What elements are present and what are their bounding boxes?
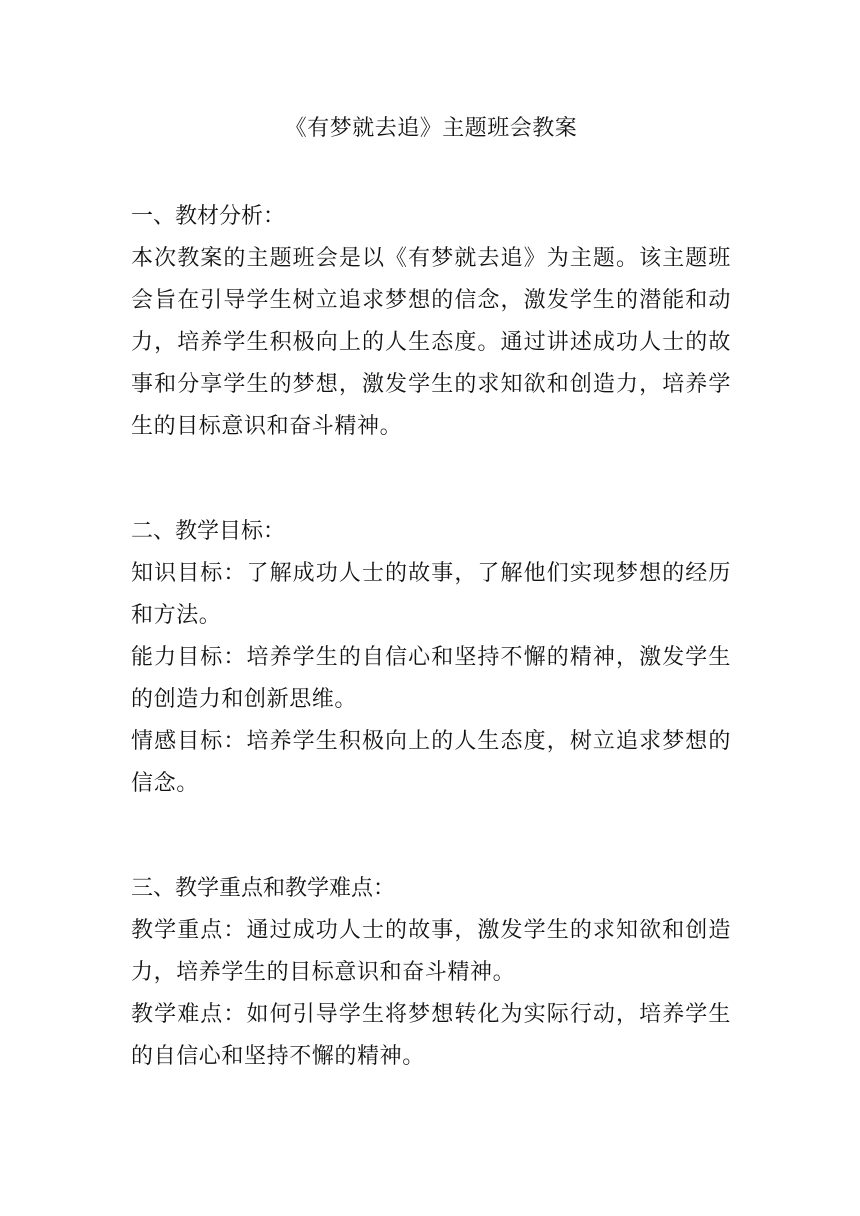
- document-title: 《有梦就去追》主题班会教案: [284, 116, 578, 141]
- section-heading: 三、教学重点和教学难点：: [131, 876, 396, 901]
- key-point-paragraph: 教学重点：通过成功人士的故事，激发学生的求知欲和创造力，培养学生的目标意识和奋斗精神。: [131, 918, 731, 985]
- ability-goal-paragraph: 能力目标：培养学生的自信心和坚持不懈的精神，激发学生的创造力和创新思维。: [131, 645, 731, 712]
- knowledge-goal-paragraph: 知识目标：了解成功人士的故事，了解他们实现梦想的经历和方法。: [131, 561, 731, 628]
- section-heading: 二、教学目标：: [131, 519, 286, 544]
- section-teaching-goals: [131, 511, 731, 805]
- section-key-and-difficult-points: [131, 868, 731, 1078]
- emotion-goal-paragraph: 情感目标：培养学生积极向上的人生态度，树立追求梦想的信念。: [131, 729, 731, 796]
- section-material-analysis: [131, 196, 731, 448]
- difficult-point-paragraph: 教学难点：如何引导学生将梦想转化为实际行动，培养学生的自信心和坚持不懈的精神。: [131, 1002, 731, 1069]
- section-paragraph: 本次教案的主题班会是以《有梦就去追》为主题。该主题班会旨在引导学生树立追求梦想的信念，激发学生的潜能和动力，培养学生积极向上的人生态度。通过讲述成功人士的故事和分享学生的梦想，激发学生的求知欲和创造力，培养学生的目标意识和奋斗精神。: [131, 246, 731, 439]
- section-heading: 一、教材分析：: [131, 204, 286, 229]
